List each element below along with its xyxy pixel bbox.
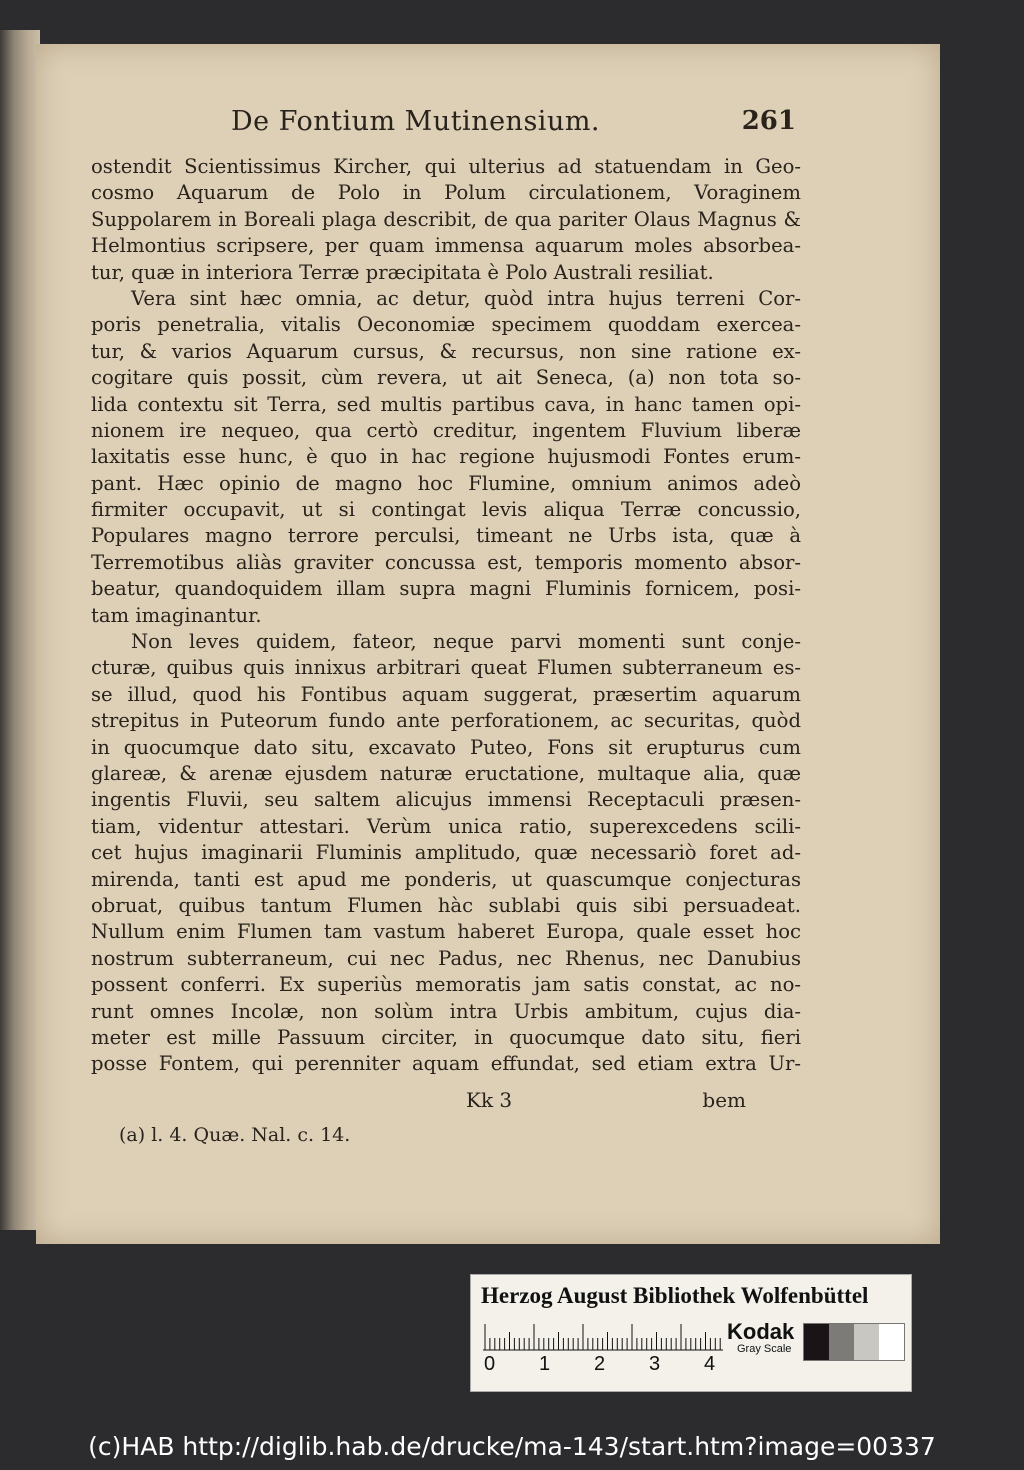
text-line: cogitare quis possit, cùm revera, ut ait Seneca, (a) non tota so- bbox=[91, 366, 801, 390]
text-line: mirenda, tanti est apud me ponderis, ut quascumque conjecturas bbox=[91, 867, 801, 891]
text-line: firmiter occupavit, ut si contingat levis aliqua Terræ concussio, bbox=[91, 498, 801, 522]
body-text bbox=[91, 154, 801, 1078]
text-line: nostrum subterraneum, cui nec Padus, nec Rhenus, nec Danubius bbox=[91, 946, 801, 970]
text-line: cturæ, quibus quis innixus arbitrari queat Flumen subterraneum es- bbox=[91, 656, 801, 680]
text-line: Vera sint hæc omnia, ac detur, quòd intra hujus terreni Cor- bbox=[131, 286, 801, 310]
text-line: tiam, videntur attestari. Verùm unica ratio, superexcedens scili- bbox=[91, 814, 801, 838]
text-line: in quocumque dato situ, excavato Puteo, Fons sit erupturus cum bbox=[91, 735, 801, 759]
gray-scale-label: Gray Scale bbox=[737, 1343, 792, 1355]
book-page bbox=[36, 44, 940, 1244]
text-line: runt omnes Incolæ, non solùm intra Urbis ambitum, cujus dia- bbox=[91, 999, 801, 1023]
library-name: Herzog August Bibliothek Wolfenbüttel bbox=[481, 1283, 869, 1308]
text-line: cet hujus imaginarii Fluminis amplitudo, quæ necessariò foret ad- bbox=[91, 841, 801, 865]
text-line: laxitatis esse hunc, è quo in hac regione hujusmodi Fontes erum- bbox=[91, 445, 801, 469]
scale-label: 1 bbox=[539, 1353, 551, 1375]
text-line: nionem ire nequeo, qua certò creditur, ingentem Fluvium liberæ bbox=[91, 418, 801, 442]
text-line: Nullum enim Flumen tam vastum haberet Europa, quale esset hoc bbox=[91, 920, 801, 944]
gray-swatch bbox=[804, 1324, 829, 1360]
color-target-card bbox=[470, 1274, 912, 1392]
text-line: glareæ, & arenæ ejusdem naturæ eructatione, multaque alia, quæ bbox=[91, 761, 801, 785]
text-line: posse Fontem, qui perenniter aquam effundat, sed etiam extra Ur- bbox=[91, 1052, 801, 1076]
text-line: Non leves quidem, fateor, neque parvi momenti sunt conje- bbox=[131, 630, 801, 654]
text-line: tur, & varios Aquarum cursus, & recursus, non sine ratione ex- bbox=[91, 339, 801, 363]
scale-ruler bbox=[483, 1323, 723, 1351]
text-line: Suppolarem in Boreali plaga describit, de qua pariter Olaus Magnus & bbox=[91, 207, 801, 231]
text-line: cosmo Aquarum de Polo in Polum circulationem, Voraginem bbox=[91, 181, 801, 205]
text-line: Populares magno terrore perculsi, timeant ne Urbs ista, quæ à bbox=[91, 524, 801, 548]
page-number: 261 bbox=[741, 106, 796, 136]
text-line: tur, quæ in interiora Terræ præcipitata è Polo Australi resiliat. bbox=[91, 260, 714, 284]
gray-swatch bbox=[879, 1324, 904, 1360]
text-line: ingentis Fluvii, seu saltem alicujus immensi Receptaculi præsen- bbox=[91, 788, 801, 812]
text-line: ostendit Scientissimus Kircher, qui ulterius ad statuendam in Geo- bbox=[91, 155, 801, 178]
running-head: De Fontium Mutinensium. bbox=[231, 106, 601, 137]
scale-label: 2 bbox=[594, 1353, 606, 1375]
gray-swatches bbox=[803, 1323, 905, 1361]
text-line: lida contextu sit Terra, sed multis partibus cava, in hanc tamen opi- bbox=[91, 392, 801, 416]
text-line: Terremotibus aliàs graviter concussa est, temporis momento absor- bbox=[91, 550, 801, 574]
scale-label: 0 bbox=[484, 1353, 496, 1375]
text-line: beatur, quandoquidem illam supra magni Fluminis fornicem, posi- bbox=[91, 577, 801, 601]
copyright-url: (c)HAB http://diglib.hab.de/drucke/ma-143/start.htm?image=00337 bbox=[88, 1432, 936, 1461]
scale-label: 4 bbox=[704, 1353, 716, 1375]
gray-swatch bbox=[854, 1324, 879, 1360]
text-line: se illud, quod his Fontibus aquam suggerat, præsertim aquarum bbox=[91, 682, 801, 706]
signature-mark: Kk 3 bbox=[466, 1088, 513, 1112]
text-line: obruat, quibus tantum Flumen hàc sublabi quis sibi persuadeat. bbox=[91, 893, 801, 917]
text-line: meter est mille Passuum circiter, in quocumque dato situ, fieri bbox=[91, 1025, 801, 1049]
book-edge bbox=[0, 30, 40, 1230]
text-line: pant. Hæc opinio de magno hoc Flumine, omnium animos adeò bbox=[91, 471, 801, 495]
scale-label: 3 bbox=[649, 1353, 661, 1375]
scale-labels bbox=[476, 1353, 726, 1381]
text-line: tam imaginantur. bbox=[91, 603, 262, 627]
text-line: possent conferri. Ex superiùs memoratis jam satis constat, ac no- bbox=[91, 973, 801, 997]
catchword: bem bbox=[702, 1088, 746, 1112]
text-line: strepitus in Puteorum fundo ante perforationem, ac securitas, quòd bbox=[91, 709, 801, 733]
text-line: Helmontius scripsere, per quam immensa aquarum moles absorbea- bbox=[91, 234, 801, 258]
footnote: (a) l. 4. Quæ. Nal. c. 14. bbox=[119, 1124, 351, 1146]
kodak-logo: Kodak bbox=[727, 1319, 795, 1344]
text-line: poris penetralia, vitalis Oeconomiæ specimem quoddam exercea- bbox=[91, 313, 801, 337]
gray-swatch bbox=[829, 1324, 854, 1360]
